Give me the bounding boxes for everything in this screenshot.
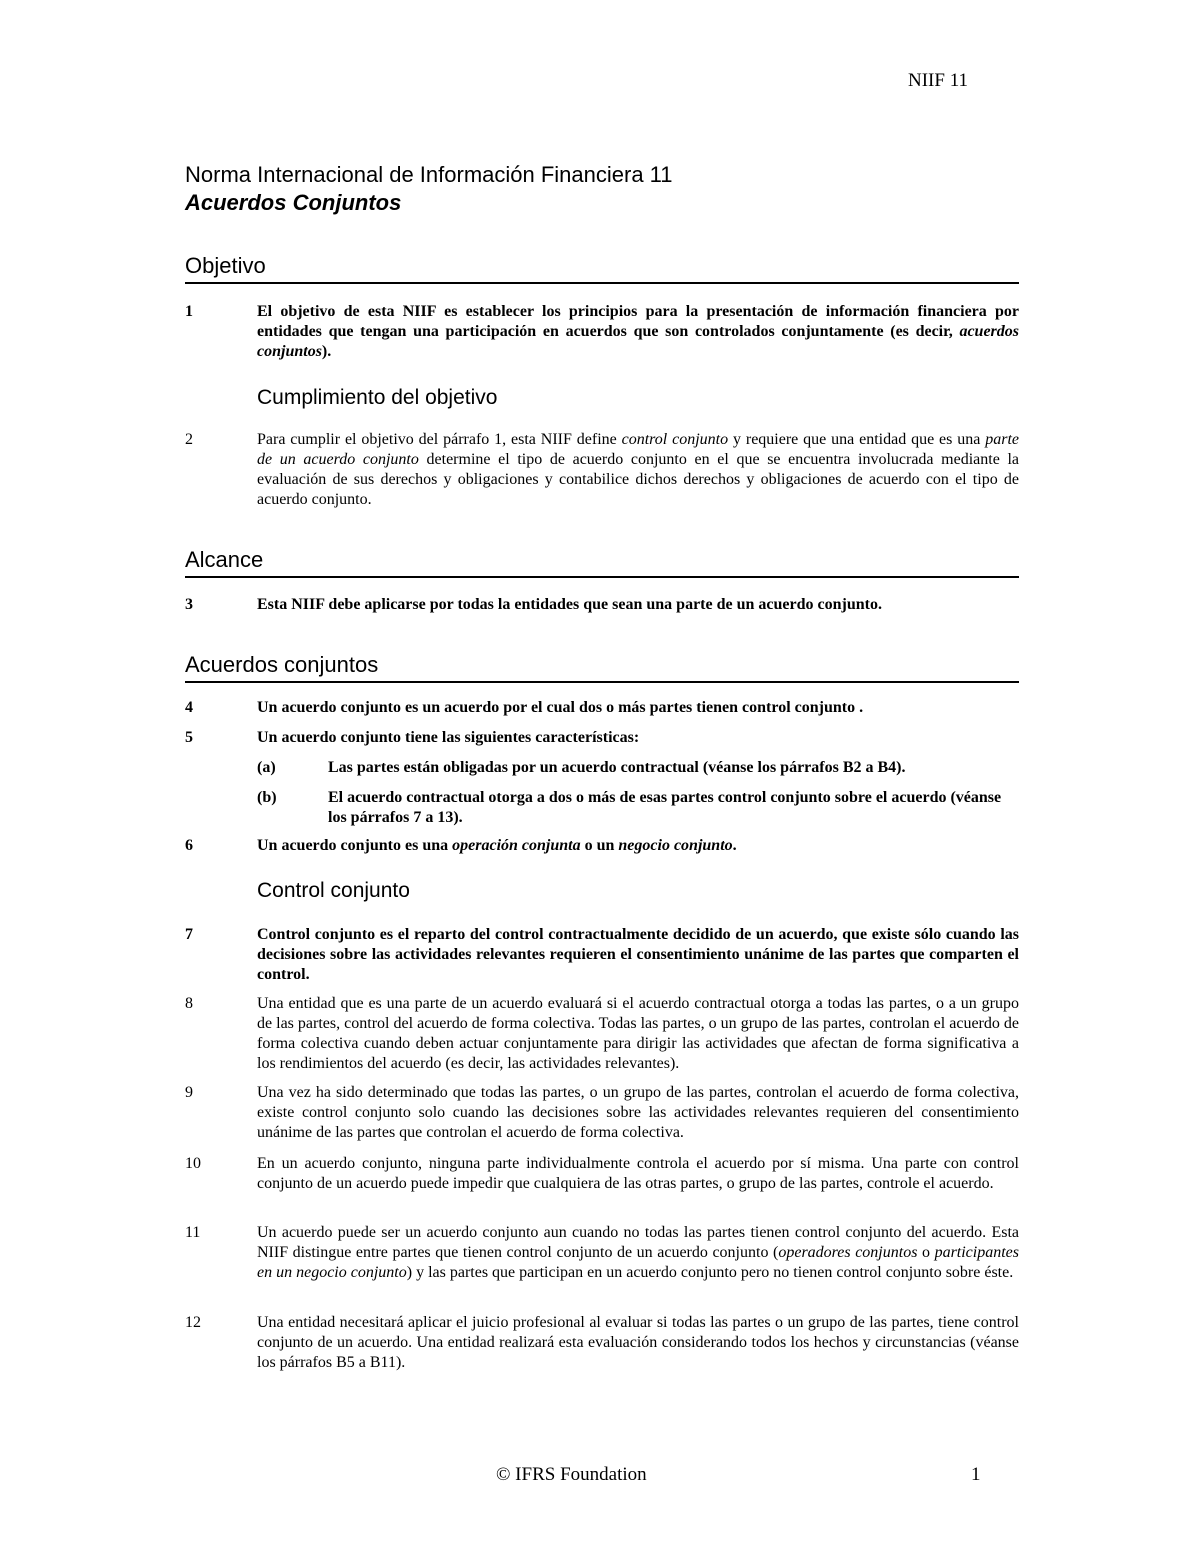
section-heading-acuerdos: Acuerdos conjuntos (185, 653, 1019, 683)
paragraph-text: Para cumplir el objetivo del párrafo 1, esta NIIF define control conjunto y requiere que una entidad que es una parte de un acuerdo conjunto determine el tipo de acuerdo conjunto en el que se encuentra involucrada mediante la evaluación de sus derechos y obligaciones y contabilice dichos derechos y obligaciones de acuerdo con el tipo de acuerdo conjunto. (257, 431, 1020, 508)
paragraph-10 (185, 1154, 1019, 1194)
paragraph-text: Esta NIIF debe aplicarse por todas la entidades que sean una parte de un acuerdo conjunto. (257, 596, 882, 613)
paragraph-7 (185, 925, 1019, 985)
paragraph-number: 9 (185, 1084, 193, 1101)
list-text: El acuerdo contractual otorga a dos o más de esas partes control conjunto sobre el acuerdo (véanse los párrafos 7 a 13). (328, 789, 1002, 826)
paragraph-number: 10 (185, 1155, 201, 1172)
paragraph-text: Una entidad que es una parte de un acuerdo evaluará si el acuerdo contractual otorga a todas las partes, o a un grupo de las partes, control del acuerdo de forma colectiva. Todas las partes, o un grupo de las partes, controlan el acuerdo de forma colectiva cuando deben actuar conjuntamente para dirigir las actividades que afectan de forma significativa a los rendimientos del acuerdo (es decir, las actividades relevantes). (257, 995, 1019, 1072)
section-heading-alcance: Alcance (185, 548, 1019, 578)
standard-subtitle: Acuerdos Conjuntos (185, 190, 402, 215)
paragraph-12 (185, 1313, 1019, 1373)
list-text: Las partes están obligadas por un acuerdo contractual (véanse los párrafos B2 a B4). (328, 759, 906, 776)
paragraph-text: Un acuerdo puede ser un acuerdo conjunto aun cuando no todas las partes tienen control conjunto del acuerdo. Esta NIIF distingue entre partes que tienen control conjunto de un acuerdo conjunto (operadores conjuntos o participantes en un negocio conjunto) y las partes que participan en un acuerdo conjunto pero no tienen control conjunto sobre éste. (257, 1224, 1019, 1281)
paragraph-number: 4 (185, 699, 193, 716)
paragraph-11 (185, 1223, 1019, 1283)
standard-title: Norma Internacional de Información Financiera 11 (185, 162, 673, 187)
paragraph-4 (185, 698, 1019, 718)
paragraph-5 (185, 728, 1019, 748)
paragraph-number: 7 (185, 926, 193, 943)
paragraph-number: 6 (185, 837, 193, 854)
paragraph-3 (185, 595, 1019, 615)
list-label: (b) (257, 789, 277, 806)
paragraph-text: Control conjunto es el reparto del control contractualmente decidido de un acuerdo, que existe sólo cuando las decisiones sobre las actividades relevantes requieren el consentimiento unánime de las partes que comparten el control. (257, 926, 1019, 983)
list-label: (a) (257, 759, 276, 776)
paragraph-text: En un acuerdo conjunto, ninguna parte individualmente controla el acuerdo por sí misma. Una parte con control conjunto de un acuerdo puede impedir que cualquiera de las otras partes, o grupo de las partes, controle el acuerdo. (257, 1155, 1019, 1192)
paragraph-number: 11 (185, 1224, 201, 1241)
paragraph-number: 12 (185, 1314, 201, 1331)
paragraph-text: Un acuerdo conjunto es una operación conjunta o un negocio conjunto. (257, 837, 737, 854)
footer-copyright: © IFRS Foundation (496, 1464, 647, 1485)
paragraph-text: Un acuerdo conjunto tiene las siguientes características: (257, 729, 640, 746)
paragraph-text: Un acuerdo conjunto es un acuerdo por el cual dos o más partes tienen control conjunto . (257, 699, 864, 716)
page-number: 1 (971, 1464, 981, 1485)
paragraph-number: 1 (185, 303, 193, 320)
paragraph-number: 3 (185, 596, 193, 613)
subheading-cumplimiento: Cumplimiento del objetivo (257, 386, 498, 409)
subheading-control: Control conjunto (257, 879, 410, 902)
list-item-a (257, 758, 1019, 778)
paragraph-8 (185, 994, 1019, 1074)
section-heading-objetivo: Objetivo (185, 254, 1019, 284)
paragraph-number: 8 (185, 995, 193, 1012)
paragraph-1 (185, 302, 1019, 362)
paragraph-text: El objetivo de esta NIIF es establecer los principios para la presentación de información financiera por entidades que tengan una participación en acuerdos que son controlados conjuntamente (es decir, acuerdos conjuntos). (257, 303, 1019, 360)
paragraph-text: Una vez ha sido determinado que todas las partes, o un grupo de las partes, controlan el acuerdo de forma colectiva, existe control conjunto solo cuando las decisiones sobre las actividades relevantes requieren del consentimiento unánime de las partes que controlan el acuerdo de forma colectiva. (257, 1084, 1019, 1141)
list-item-b (257, 788, 1019, 828)
document-title (185, 161, 673, 217)
paragraph-6 (185, 836, 1019, 856)
paragraph-number: 2 (185, 431, 193, 448)
paragraph-2 (185, 430, 1019, 510)
paragraph-text: Una entidad necesitará aplicar el juicio profesional al evaluar si todas las partes o un grupo de las partes, tiene control conjunto de un acuerdo. Una entidad realizará esta evaluación considerando todos los hechos y circunstancias (véanse los párrafos B5 a B11). (257, 1314, 1019, 1371)
running-header: NIIF 11 (908, 70, 968, 91)
paragraph-number: 5 (185, 729, 193, 746)
paragraph-9 (185, 1083, 1019, 1143)
